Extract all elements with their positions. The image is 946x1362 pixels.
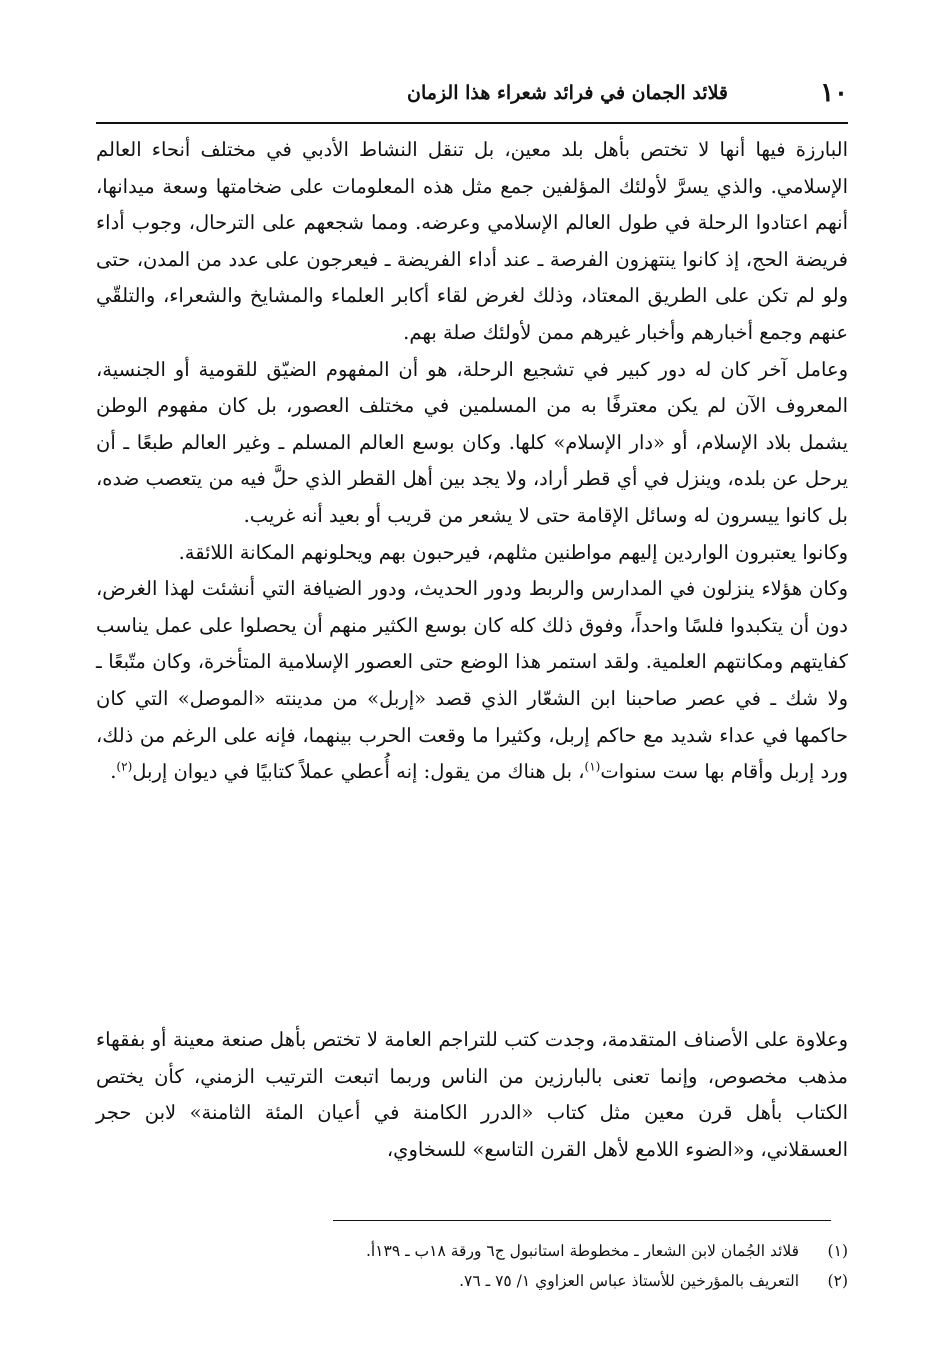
footnote-text: قلائد الجُمان لابن الشعار ـ مخطوطة استانبول ج٦ ورقة ١٨ب ـ ١٣٩أ. <box>365 1242 800 1260</box>
footnote-reference-2[interactable]: (٢) <box>116 759 133 774</box>
page-header <box>96 58 848 124</box>
footnotes <box>96 1236 848 1296</box>
paragraph-text: وكان هؤلاء ينزلون في المدارس والربط ودور الحديث، ودور الضيافة التي أنشئت لهذا الغرض، دون أن يتكبدوا فلسًا واحداً، وفوق ذلك كله كان بوسع الكثير منهم أن يحصلوا على عمل يناسب كفايتهم ومكانتهم العلمية. ولقد استمر هذا الوضع حتى العصور الإسلامية المتأخرة، وكان متّبعًا ـ ولا شك ـ في عصر صاحبنا ابن الشعّار الذي قصد «إربل» من مدينته «الموصل» التي كان حاكمها في عداء شديد مع حاكم إربل، وكثيرا ما وقعت الحرب بينهما، فإنه على الرغم من ذلك، ورد إربل وأقام بها ست سنوات <box>96 577 848 784</box>
main-text-section <box>96 132 848 791</box>
footnote-text: التعريف بالمؤرخين للأستاذ عباس العزاوي ١/ ٧٥ ـ ٧٦. <box>459 1272 800 1290</box>
paragraph: البارزة فيها أنها لا تختص بأهل بلد معين، بل تنقل النشاط الأدبي في مختلف أنحاء العالم الإسلامي. والذي يسرَّ لأولئك المؤلفين جمع مثل هذه المعلومات على ضخامتها وسعة ميدانها، أنهم اعتادوا الرحلة في طول العالم الإسلامي وعرضه. ومما شجعهم على الترحال، وجوب أداء فريضة الحج، إذ كانوا ينتهزون الفرصة ـ عند أداء الفريضة ـ فيعرجون على عدد من المدن، حتى ولو لم تكن على الطريق المعتاد، وذلك لغرض لقاء أكابر العلماء والمشايخ والشعراء، والتلقّي عنهم وجمع أخبارهم وأخبار غيرهم ممن لأولئك صلة بهم. <box>96 138 848 344</box>
paragraph-with-footnotes <box>96 571 848 791</box>
paragraph-text: ، بل هناك من يقول: إنه أُعطي عملاً كتابيًا في ديوان إربل <box>132 760 585 784</box>
paragraph: وكانوا يعتبرون الواردين إليهم مواطنين مثلهم، فيرحبون بهم ويحلونهم المكانة اللائقة. <box>178 540 848 564</box>
second-text-section <box>96 1022 848 1168</box>
page-number: ١٠ <box>820 78 848 108</box>
footnote-reference-1[interactable]: (١) <box>584 759 601 774</box>
running-title: قلائد الجمان في فرائد شعراء هذا الزمان <box>407 82 728 104</box>
footnote-divider <box>333 1220 831 1221</box>
footnote-item <box>96 1236 848 1266</box>
paragraph-text: . <box>110 760 117 784</box>
footnote-item <box>96 1266 848 1296</box>
paragraph: وعامل آخر كان له دور كبير في تشجيع الرحلة، هو أن المفهوم الضيّق للقومية أو الجنسية، المعروف الآن لم يكن معترفًا به من المسلمين في مختلف العصور، بل كان مفهوم الوطن يشمل بلاد الإسلام، أو «دار الإسلام» كلها. وكان بوسع العالم المسلم ـ وغير العالم طبعًا ـ أن يرحل عن بلده، وينزل في أي قطر أراد، ولا يجد بين أهل القطر الذي حلَّ فيه من يتعصب ضده، بل كانوا ييسرون له وسائل الإقامة حتى لا يشعر من قريب أو بعيد أنه غريب. <box>96 357 848 527</box>
footnote-number: (٢) <box>827 1272 848 1290</box>
footnote-number: (١) <box>827 1242 848 1260</box>
paragraph: وعلاوة على الأصناف المتقدمة، وجدت كتب للتراجم العامة لا تختص بأهل صنعة معينة أو بفقهاء مذهب مخصوص، وإنما تعنى بالبارزين من الناس وربما اتبعت الترتيب الزمني، كأن يختص الكتاب بأهل قرن معين مثل كتاب «الدرر الكامنة في أعيان المئة الثامنة» لابن حجر العسقلاني، و«الضوء اللامع لأهل القرن التاسع» للسخاوي، <box>96 1028 848 1161</box>
